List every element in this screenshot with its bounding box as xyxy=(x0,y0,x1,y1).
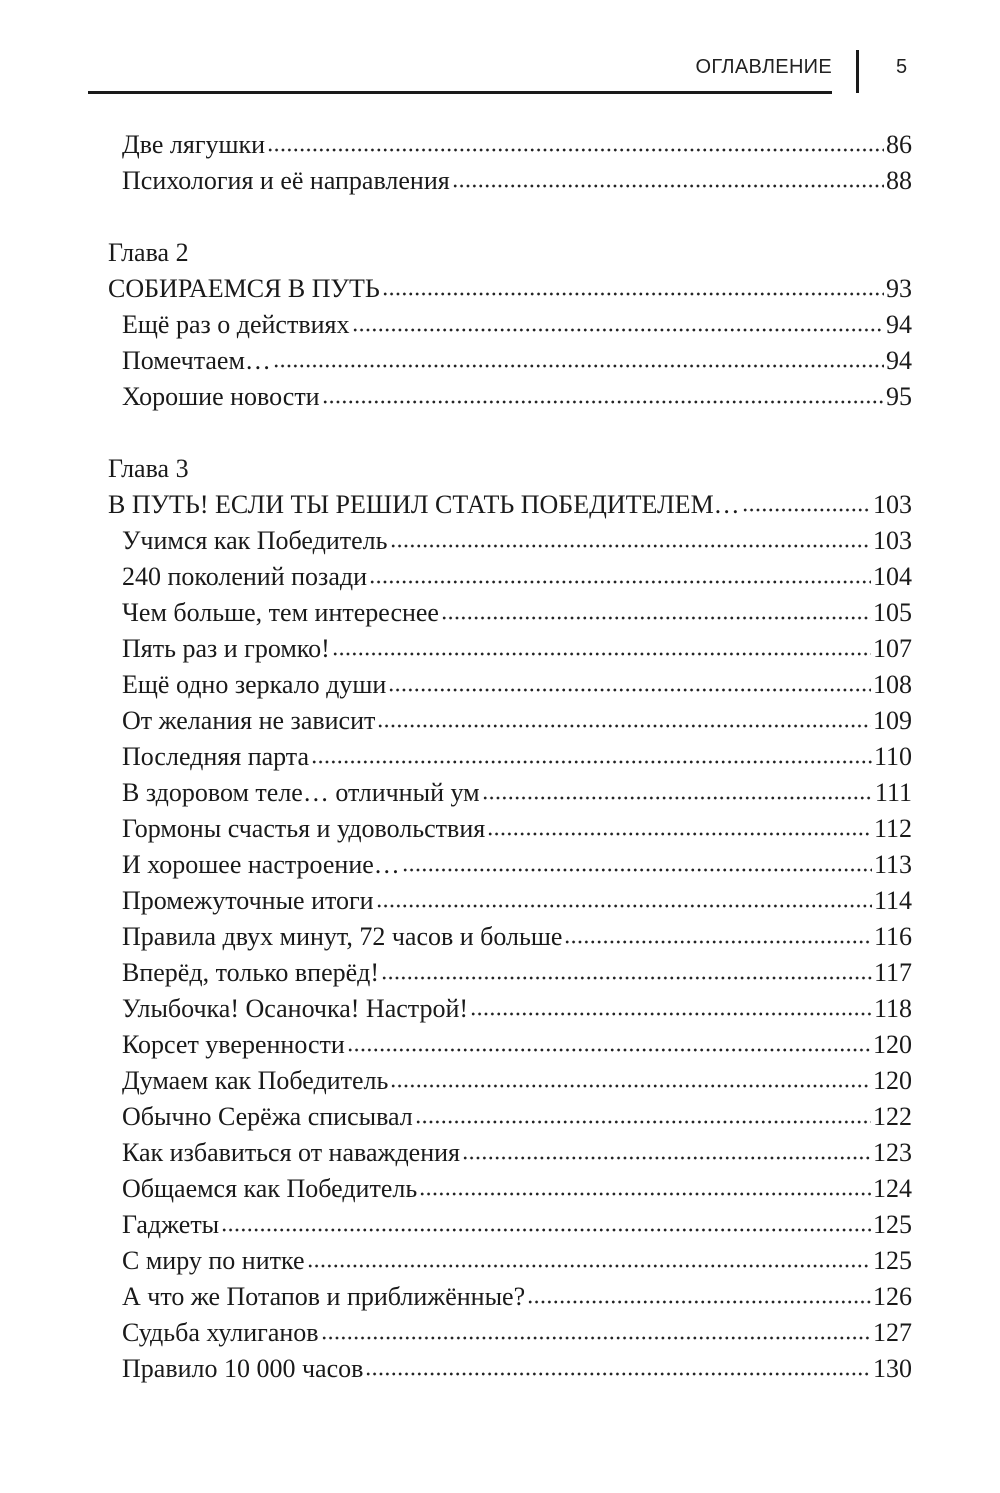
toc-entry[interactable] xyxy=(0,523,912,559)
toc-entry[interactable] xyxy=(0,775,912,811)
toc-entry[interactable] xyxy=(0,631,912,667)
entry-page: 104 xyxy=(873,562,912,591)
entry-page: 113 xyxy=(873,850,912,879)
toc-entry[interactable] xyxy=(0,127,912,163)
entry-page: 126 xyxy=(873,1282,912,1311)
entry-page: 103 xyxy=(873,490,912,519)
entry-page: 109 xyxy=(873,706,912,735)
entry-page: 110 xyxy=(873,742,912,771)
entry-page: 125 xyxy=(873,1210,912,1239)
toc-entry[interactable] xyxy=(0,1099,912,1135)
toc-entry[interactable] xyxy=(0,847,912,883)
entry-page: 124 xyxy=(873,1174,912,1203)
header-rule xyxy=(88,91,832,94)
entry-title: Пять раз и громко! xyxy=(122,634,330,663)
entry-page: 94 xyxy=(886,310,912,339)
entry-title: Ещё раз о действиях xyxy=(122,310,350,339)
toc-entry[interactable] xyxy=(0,955,912,991)
entry-title: В здоровом теле… отличный ум xyxy=(122,778,480,807)
entry-title: Правила двух минут, 72 часов и больше xyxy=(122,922,563,951)
toc-entry[interactable] xyxy=(0,163,912,199)
entry-title: Помечтаем… xyxy=(122,346,271,375)
entry-title: Как избавиться от наваждения xyxy=(122,1138,460,1167)
entry-title: СОБИРАЕМСЯ В ПУТЬ xyxy=(108,274,380,303)
entry-page: 94 xyxy=(886,346,912,375)
entry-title: Ещё одно зеркало души xyxy=(122,670,387,699)
entry-title: Обычно Серёжа списывал xyxy=(122,1102,413,1131)
dot-leader xyxy=(441,615,871,621)
dot-leader xyxy=(415,1119,871,1125)
toc-entry[interactable] xyxy=(0,667,912,703)
dot-leader xyxy=(347,1047,871,1053)
dot-leader xyxy=(311,759,872,765)
toc-entry[interactable] xyxy=(0,1315,912,1351)
dot-leader xyxy=(487,831,872,837)
entry-title: Улыбочка! Осаночка! Настрой! xyxy=(122,994,469,1023)
entry-page: 108 xyxy=(873,670,912,699)
dot-leader xyxy=(322,399,884,405)
toc-entry[interactable] xyxy=(0,1243,912,1279)
dot-leader xyxy=(390,1083,871,1089)
entry-title: Последняя парта xyxy=(122,742,310,771)
dot-leader xyxy=(527,1299,871,1305)
entry-page: 123 xyxy=(873,1138,912,1167)
entry-title: Хорошие новости xyxy=(122,382,320,411)
dot-leader xyxy=(273,363,884,369)
chapter-label-text: Глава 3 xyxy=(108,454,189,483)
dot-leader xyxy=(482,795,873,801)
header-divider xyxy=(856,50,859,93)
toc-entry[interactable] xyxy=(0,703,912,739)
toc-entry[interactable] xyxy=(0,559,912,595)
dot-leader xyxy=(388,687,871,693)
chapter-label xyxy=(0,451,912,487)
dot-leader xyxy=(462,1155,871,1161)
dot-leader xyxy=(390,543,872,549)
entry-page: 122 xyxy=(873,1102,912,1131)
toc-entry[interactable] xyxy=(0,1207,912,1243)
entry-page: 105 xyxy=(873,598,912,627)
toc-entry[interactable] xyxy=(0,1351,912,1387)
toc-entry[interactable] xyxy=(0,1135,912,1171)
dot-leader xyxy=(470,1011,872,1017)
entry-page: 125 xyxy=(873,1246,912,1275)
toc-entry[interactable] xyxy=(0,343,912,379)
running-header-title: ОГЛАВЛЕНИЕ xyxy=(695,56,832,78)
entry-page: 117 xyxy=(873,958,912,987)
entry-title: С миру по нитке xyxy=(122,1246,305,1275)
entry-page: 120 xyxy=(873,1066,912,1095)
entry-page: 127 xyxy=(873,1318,912,1347)
dot-leader xyxy=(564,939,872,945)
toc-entry[interactable] xyxy=(0,379,912,415)
entry-title: Промежуточные итоги xyxy=(122,886,374,915)
entry-page: 116 xyxy=(873,922,912,951)
toc-entry[interactable] xyxy=(0,1171,912,1207)
dot-leader xyxy=(369,579,871,585)
entry-title: Общаемся как Победитель xyxy=(122,1174,418,1203)
table-of-contents xyxy=(0,127,1000,1387)
toc-chapter-entry[interactable] xyxy=(0,271,912,307)
toc-entry[interactable] xyxy=(0,811,912,847)
dot-leader xyxy=(419,1191,871,1197)
entry-page: 88 xyxy=(886,166,912,195)
dot-leader xyxy=(382,291,884,297)
entry-page: 111 xyxy=(874,778,912,807)
dot-leader xyxy=(307,1263,872,1269)
dot-leader xyxy=(452,183,884,189)
dot-leader xyxy=(221,1227,871,1233)
toc-entry[interactable] xyxy=(0,595,912,631)
dot-leader xyxy=(376,903,872,909)
entry-page: 130 xyxy=(873,1354,912,1383)
toc-entry[interactable] xyxy=(0,1027,912,1063)
spacer xyxy=(0,415,912,451)
dot-leader xyxy=(381,975,872,981)
dot-leader xyxy=(402,867,872,873)
entry-title: Чем больше, тем интереснее xyxy=(122,598,439,627)
entry-page: 95 xyxy=(886,382,912,411)
entry-title: Психология и её направления xyxy=(122,166,450,195)
entry-title: А что же Потапов и приближённые? xyxy=(122,1282,526,1311)
entry-title: Вперёд, только вперёд! xyxy=(122,958,380,987)
entry-title: Думаем как Победитель xyxy=(122,1066,389,1095)
dot-leader xyxy=(352,327,885,333)
toc-chapter-entry[interactable] xyxy=(0,487,912,523)
dot-leader xyxy=(332,651,871,657)
toc-entry[interactable] xyxy=(0,919,912,955)
toc-entry[interactable] xyxy=(0,1063,912,1099)
entry-title: И хорошее настроение… xyxy=(122,850,400,879)
toc-entry[interactable] xyxy=(0,883,912,919)
entry-page: 112 xyxy=(873,814,912,843)
entry-page: 103 xyxy=(873,526,912,555)
dot-leader xyxy=(377,723,871,729)
entry-title: 240 поколений позади xyxy=(122,562,368,591)
dot-leader xyxy=(321,1335,871,1341)
dot-leader xyxy=(267,147,884,153)
toc-entry[interactable] xyxy=(0,1279,912,1315)
toc-entry[interactable] xyxy=(0,307,912,343)
entry-title: Гаджеты xyxy=(122,1210,220,1239)
entry-title: Учимся как Победитель xyxy=(122,526,388,555)
toc-entry[interactable] xyxy=(0,991,912,1027)
entry-title: Правило 10 000 часов xyxy=(122,1354,364,1383)
spacer xyxy=(0,199,912,235)
entry-page: 114 xyxy=(873,886,912,915)
chapter-label xyxy=(0,235,912,271)
entry-page: 107 xyxy=(873,634,912,663)
entry-page: 93 xyxy=(886,274,912,303)
entry-title: В ПУТЬ! ЕСЛИ ТЫ РЕШИЛ СТАТЬ ПОБЕДИТЕЛЕМ… xyxy=(108,490,740,519)
entry-title: Корсет уверенности xyxy=(122,1030,345,1059)
entry-title: Судьба хулиганов xyxy=(122,1318,319,1347)
entry-title: Гормоны счастья и удовольствия xyxy=(122,814,486,843)
dot-leader xyxy=(742,507,871,513)
entry-page: 118 xyxy=(873,994,912,1023)
page-number: 5 xyxy=(896,56,908,78)
entry-title: От желания не зависит xyxy=(122,706,376,735)
entry-page: 120 xyxy=(873,1030,912,1059)
entry-title: Две лягушки xyxy=(122,130,266,159)
toc-entry[interactable] xyxy=(0,739,912,775)
chapter-label-text: Глава 2 xyxy=(108,238,189,267)
entry-page: 86 xyxy=(886,130,912,159)
dot-leader xyxy=(365,1371,871,1377)
